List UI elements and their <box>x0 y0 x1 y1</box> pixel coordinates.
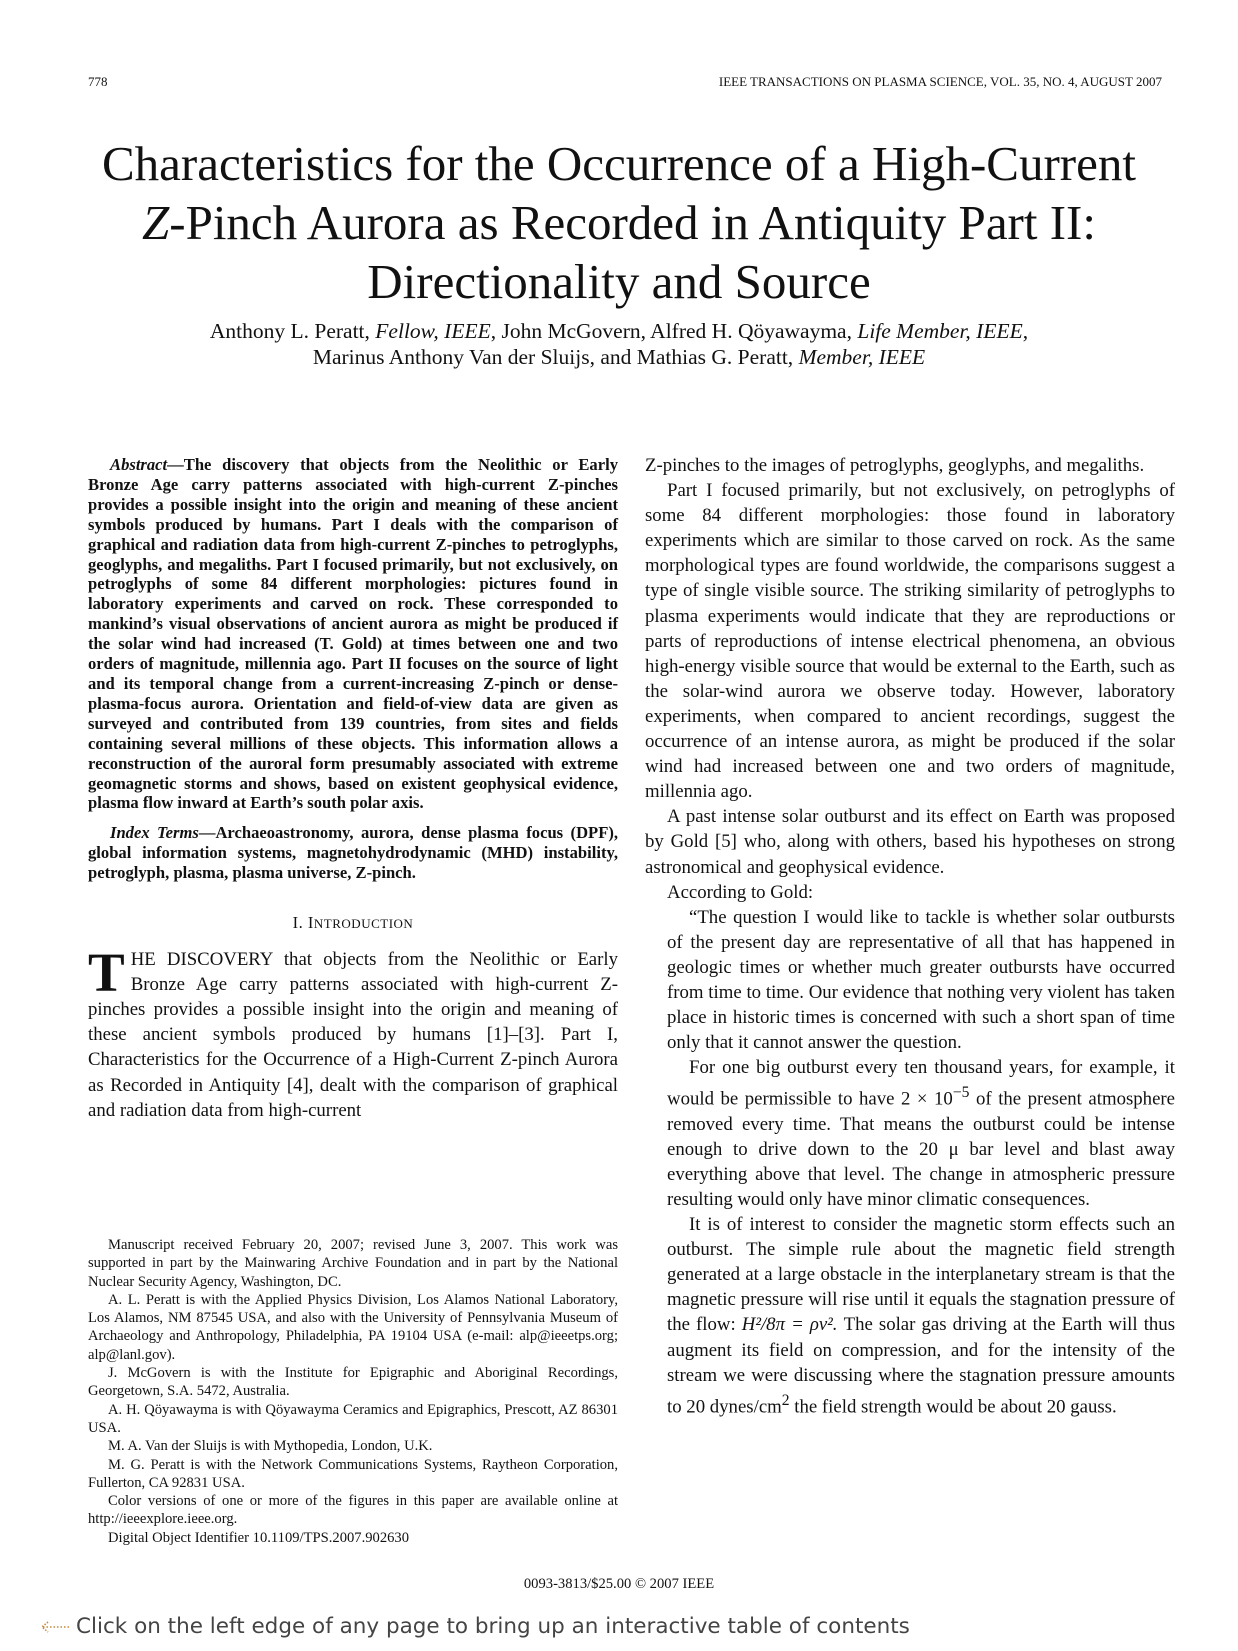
left-column <box>88 455 618 1123</box>
exponent: −5 <box>952 1084 970 1102</box>
footnote: M. A. Van der Sluijs is with Mythopedia, London, U.K. <box>108 1438 433 1455</box>
body-paragraph: Part I focused primarily, but not exclusively, on petroglyphs of some 84 different morphologies: those found in laboratory experiments which are similar to those carved on rock. As the same morphological types are found worldwide, the comparisons suggest a type of single visible source. The striking similarity of petroglyphs to plasma experiments would indicate that they are reproductions or parts of reproductions of intense electrical phenomena, an obvious high-energy visible source that would be external to the Earth, such as the solar-wind aurora we observe today. However, laboratory experiments, when compared to ancient recordings, suggest the occurrence of an intense aurora, as might be produced if the solar wind had increased between one and two orders of magnitude, millennia ago. <box>645 480 1175 803</box>
quote-text: the field strength would be about 20 gauss. <box>789 1396 1117 1417</box>
quote-text: For one big outburst every ten thousand years, for example, it would be permissible to have 2 × 10 <box>667 1057 1175 1110</box>
author-1: Anthony L. Peratt, <box>209 319 370 343</box>
quote-paragraph: “The question I would like to tackle is whether solar outbursts of the present day are representative of all that has happened in geologic times or whether much greater outbursts have occurred from time to time. Our evidence that nothing very violent has taken place in historic times is concerned with such a short span of time only that it cannot answer the question. <box>667 906 1175 1054</box>
title-line-3: Directionality and Source <box>367 254 871 309</box>
paper-title <box>60 134 1178 311</box>
footnote: M. G. Peratt is with the Network Communications Systems, Raytheon Corporation, Fullerton, CA 92831 USA. <box>88 1456 618 1491</box>
exponent: 2 <box>781 1391 790 1409</box>
index-terms <box>88 823 618 883</box>
gold-quote <box>667 905 1175 1419</box>
title-z: Z <box>141 195 170 250</box>
author-2: , John McGovern, Alfred H. Qöyawayma, <box>490 319 852 343</box>
title-line-2-rest: -Pinch Aurora as Recorded in Antiquity Part II: <box>169 195 1096 250</box>
author-2-role: Life Member, IEEE <box>857 319 1023 343</box>
quote-text: It is of interest to consider the magnetic storm effects such an outburst. The simple rule about the magnetic field strength generated at a large obstacle in the interplanetary stream is that the magnetic pressure will rise until it equals the stagnation pressure of the flow: <box>667 1214 1175 1336</box>
footnote: A. H. Qöyawayma is with Qöyawayma Ceramics and Epigraphics, Prescott, AZ 86301 USA. <box>88 1401 618 1436</box>
author-sep: , <box>1022 319 1029 343</box>
footnotes <box>88 1236 618 1547</box>
drop-cap: T <box>88 942 125 1004</box>
footnote: Color versions of one or more of the figures in this paper are available online at http://ieeexplore.ieee.org. <box>88 1493 618 1528</box>
abstract-text: —The discovery that objects from the Neolithic or Early Bronze Age carry patterns associated with high-current Z-pinches provides a possible insight into the origin and meaning of these ancient symbols produced by humans. Part I deals with the comparison of graphical and radiation data from high-current Z-pinches to petroglyphs, geoglyphs, and megaliths. Part I focused primarily, but not exclusively, on petroglyphs of some 84 different morphologies: pictures found in laboratory experiments and carved on rock. These corresponded to mankind’s visual observations of ancient aurora as might be produced if the solar wind had increased (T. Gold) at times between one and two orders of magnitude, millennia ago. Part II focuses on the source of light and its temporal change from a current-increasing Z-pinch or dense-plasma-focus aurora. Orientation and field-of-view data are given as surveyed and contributed from 139 countries, from sites and fields containing several millions of these objects. This information allows a reconstruction of the auroral form presumably associated with extreme geomagnetic storms and shows, based on existent geophysical evidence, plasma flow inward at Earth’s south polar axis. <box>88 455 618 813</box>
quote-paragraph <box>667 1055 1175 1212</box>
quote-text: of the present atmosphere removed every time. That means the outburst could be intense enough to drive down to the 20 μ bar level and blast away everything above that level. The change in atmospheric pressure resulting would only have minor climatic consequences. <box>667 1088 1175 1210</box>
abstract <box>88 455 618 813</box>
dotted-arrow-icon <box>40 1620 70 1634</box>
journal-header: IEEE TRANSACTIONS ON PLASMA SCIENCE, VOL. 35, NO. 4, AUGUST 2007 <box>718 74 1162 89</box>
toc-hint-text: Click on the left edge of any page to bring up an interactive table of contents <box>76 1614 910 1639</box>
footnote: A. L. Peratt is with the Applied Physics Division, Los Alamos National Laboratory, Los Alamos, NM 87545 USA, and also with the University of Pennsylvania Museum of Archaeology and Anthropology, Philadelphia, PA 19104 USA (e-mail: alp@ieeetps.org; alp@lanl.gov). <box>88 1291 618 1363</box>
intro-paragraph <box>88 942 618 1123</box>
body-paragraph: According to Gold: <box>667 881 814 903</box>
author-3-role: Member, IEEE <box>798 345 926 369</box>
index-terms-label: Index Terms <box>110 823 199 843</box>
abstract-label: Abstract <box>110 455 168 474</box>
author-list <box>60 318 1178 370</box>
index-terms-text: —Archaeoastronomy, aurora, dense plasma focus (DPF), global information systems, magnetohydrodynamic (MHD) instability, petroglyph, plasma, plasma universe, Z-pinch. <box>88 823 619 883</box>
footnote: Manuscript received February 20, 2007; revised June 3, 2007. This work was supported in part by the Mainwaring Archive Foundation and in part by the National Nuclear Security Agency, Washington, DC. <box>88 1237 618 1290</box>
quote-text: The solar gas driving at the Earth will thus augment its field on compression, and for the intensity of the stream we were discussing where the stagnation pressure amounts to 20 dynes/cm <box>667 1314 1176 1417</box>
author-3: Marinus Anthony Van der Sluijs, and Mathias G. Peratt, <box>312 345 794 369</box>
body-paragraph: A past intense solar outburst and its effect on Earth was proposed by Gold [5] who, along with others, based his hypotheses on strong astronomical and geophysical evidence. <box>645 806 1175 878</box>
title-line-2 <box>60 193 1178 252</box>
section-numeral: I. <box>292 913 304 933</box>
body-paragraph: Z-pinches to the images of petroglyphs, geoglyphs, and megaliths. <box>645 455 1145 476</box>
page-number: 778 <box>88 74 108 89</box>
footnote: J. McGovern is with the Institute for Epigraphic and Aboriginal Recordings, Georgetown, S.A. 5472, Australia. <box>88 1365 618 1400</box>
section-title-initial: I <box>307 913 314 933</box>
footnote: Digital Object Identifier 10.1109/TPS.2007.902630 <box>108 1529 410 1546</box>
right-column <box>645 453 1175 1419</box>
toc-hint[interactable] <box>40 1614 910 1639</box>
title-line-1: Characteristics for the Occurrence of a High-Current <box>102 136 1136 191</box>
section-title-rest: NTRODUCTION <box>313 916 414 932</box>
intro-text: HE DISCOVERY that objects from the Neolithic or Early Bronze Age carry patterns associated with high-current Z-pinches provides a possible insight into the origin and meaning of these ancient symbols produced by humans [1]–[3]. Part I, Characteristics for the Occurrence of a High-Current Z-pinch Aurora as Recorded in Antiquity [4], dealt with the comparison of graphical and radiation data from high-current <box>88 949 618 1121</box>
copyright-footer: 0093-3813/$25.00 © 2007 IEEE <box>523 1576 715 1592</box>
formula: H²/8π = ρν². <box>741 1314 838 1336</box>
author-1-role: Fellow, IEEE <box>375 319 491 343</box>
section-heading-introduction <box>88 913 618 933</box>
quote-paragraph <box>667 1212 1175 1419</box>
